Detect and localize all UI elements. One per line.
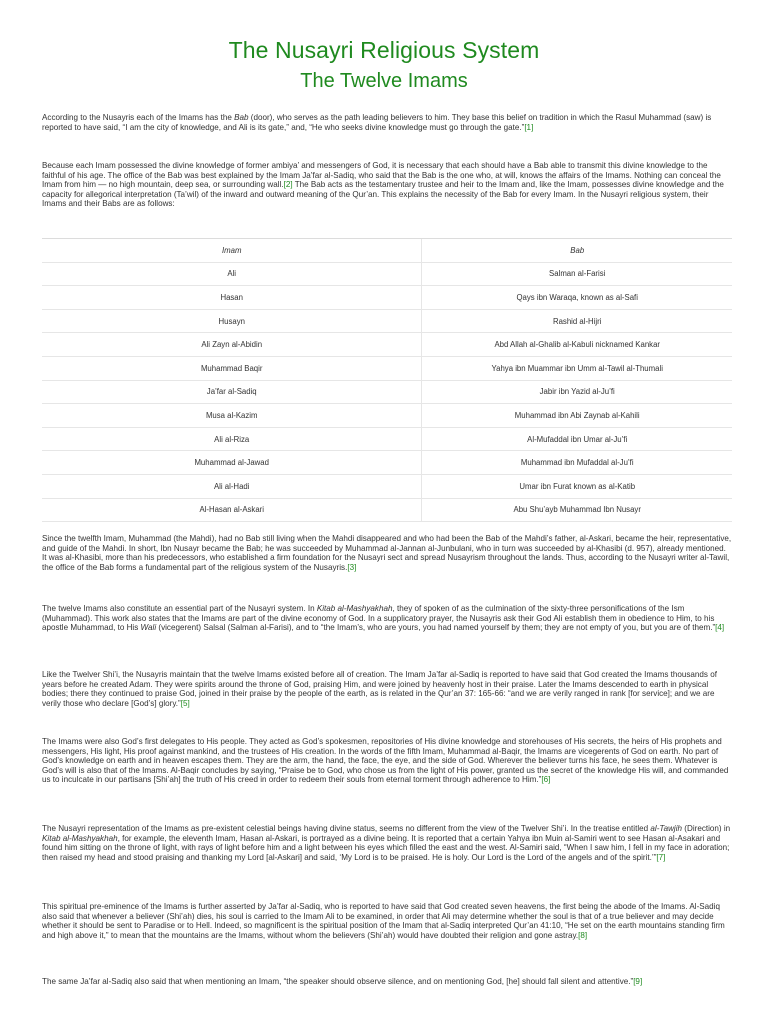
- imam-cell: Muhammad al-Jawad: [42, 451, 422, 475]
- paragraph-9: The same Ja’far al-Sadiq also said that when mentioning an Imam, “the speaker should observe silence, and on mentioning God, [he] should fall silent and attentive.”[9]: [42, 977, 643, 986]
- bab-cell: Qays ibn Waraqa, known as al-Safi: [422, 286, 732, 310]
- table-row: [42, 286, 732, 310]
- bab-cell: Muhammad ibn Abi Zaynab al-Kahili: [422, 404, 732, 428]
- table-row: [42, 262, 732, 286]
- bab-cell: Rashid al-Hijri: [422, 309, 732, 333]
- table-row: [42, 309, 732, 333]
- imam-cell: Ali: [42, 262, 422, 286]
- footnote-link-8[interactable]: [8]: [578, 930, 588, 940]
- table-row: [42, 333, 732, 357]
- paragraph-6: The Imams were also God’s first delegates to His people. They acted as God’s spokesmen, repositories of His divine knowledge and storehouses of His secrets, the heirs of His prophets and messengers, His light, His proof against mankind, and the trustees of His creation. In the words of the fifth Imam, Muhammad al-Baqir, the Imams are vicegerents of God on earth. No part of God’s knowledge on earth and in heaven escapes them. They are the arm, the hand, the face, the eye, and the side of God. Wherever the believer turns his face, he sees them. Whatever is God’s will is also that of the Imams. Al-Baqir concludes by saying, “Praise be to God, who chose us from the light of His power, granted us the secret of the knowledge His will, and commanded us to inculcate in our partisans [Shi’ah] the truth of His creed in order to redeem their souls from eternal torment through adherence to Him.”[6]: [42, 737, 729, 785]
- footnote-link-1[interactable]: [1]: [524, 122, 534, 132]
- footnote-link-6[interactable]: [6]: [541, 775, 551, 785]
- table-row: [42, 380, 732, 404]
- footnote-link-9[interactable]: [9]: [633, 977, 643, 986]
- paragraph-3: Since the twelfth Imam, Muhammad (the Mahdi), had no Bab still living when the Mahdi disappeared and who had been the Bab of the Mahdi’s father, al-Askari, became the heir, representative, and guide of the Mahdi. In short, Ibn Nusayr became the Bab; he was succeeded by Muhammad al-Jannan al-Junbulani, who in turn was succeeded by al-Khasibi (d. 957), already mentioned. It was al-Khasibi, more than his predecessors, who established a firm foundation for the Nusayri sect and spread Nusayrism throughout the lands. Thus, according to the Nusayri writer al-Tawil, the office of the Bab forms a fundamental part of the religious system of the Nusayris.[3]: [42, 534, 732, 572]
- imam-cell: Ja’far al-Sadiq: [42, 380, 422, 404]
- table-row: [42, 404, 732, 428]
- paragraph-1: According to the Nusayris each of the Imams has the Bab (door), who serves as the path leading believers to him. They base this belief on tradition in which the Rasul Muhammad (saw) is reported to have said, “I am the city of knowledge, and Ali is its gate,” and, “He who seeks divine knowledge must go through the gate.”[1]: [42, 113, 712, 132]
- imam-cell: Musa al-Kazim: [42, 404, 422, 428]
- paragraph-5: Like the Twelver Shi’i, the Nusayris maintain that the twelve Imams existed before all of creation. The Imam Ja’far al-Sadiq is reported to have said that God created the Imams thousands of years before he created Adam. They were spirits around the throne of God, praising Him, and were joined by heavenly host in their praise. Later the Imams descended to earth in physical bodies; there they continued to praise God, joined in their praise by the people of the earth, as is related in the Qur’an 37: 165-66: “and we are verily ranged in rank [for service]; and we are verily those who declare [God’s] glory.”[5]: [42, 670, 717, 708]
- table-row: [42, 427, 732, 451]
- imam-cell: Ali al-Riza: [42, 427, 422, 451]
- footnote-link-4[interactable]: [4]: [715, 623, 725, 633]
- bab-cell: Al-Mufaddal ibn Umar al-Ju’fi: [422, 427, 732, 451]
- paragraph-8: This spiritual pre-eminence of the Imams is further asserted by Ja’far al-Sadiq, who is reported to have said that God created seven heavens, the first being the abode of the Imams. Al-Sadiq also said that whenever a believer (Shi’ah) dies, his soul is carried to the Imam Ali to be examined, in order that Ali may determine whether the soul is that of a true believer and may decide whether it should be sent to Paradise or to Hell. Indeed, so magnificent is the spiritual position of the Imam that al-Sadiq interpreted Qur’an 41:10, “He set on the earth mountains standing firm and high above it,” to mean that the mountains are the Imams, without whom the believers (Shi’ah) would have doubted their religion and gone astray.[8]: [42, 902, 725, 940]
- bab-cell: Jabir ibn Yazid al-Ju’fi: [422, 380, 732, 404]
- paragraph-4: The twelve Imams also constitute an essential part of the Nusayri system. In Kitab al-Mashyakhah, they of spoken of as the culmination of the sixty-three personifications of the Ism (Muhammad). This work also states that the Imams are part of the divine economy of God. In a supplicatory prayer, the Nusayris ask their God Ali establish them in obedience to Him, to his apostle Muhammad, to His Wali (vicegerent) Salsal (Salman al-Farisi), and to “the Imam’s, who are yours, you had named yourself by them; they are not empty of you, but you are of them.”[4]: [42, 604, 725, 633]
- footnote-link-5[interactable]: [5]: [180, 698, 190, 708]
- column-header-imam: Imam: [42, 239, 422, 263]
- footnote-link-7[interactable]: [7]: [656, 852, 666, 862]
- paragraph-7: The Nusayri representation of the Imams as pre-existent celestial beings having divine status, seems no different from the view of the Twelver Shi’i. In the treatise entitled al-Tawjih (Direction) in Kitab al-Mashyakhah, for example, the eleventh Imam, Hasan al-Askari, is portrayed as a divine being. It is reported that a certain Yahya ibn Muin al-Samiri went to see Hasan al-Asakari and found him sitting on the throne of light, with rays of light before him and a light between his eyes which filled the east and the west. Al-Samiri said, “When I saw him, I fell in my face in adoration; then raised my head and stood praising and thanking my Lord [al-Askari] and said, ‘My Lord is to be praised. He is holy. Our Lord is the Lord of the angels and of the spirit.’”[7]: [42, 824, 731, 862]
- bab-cell: Abu Shu’ayb Muhammad Ibn Nusayr: [422, 498, 732, 522]
- imam-cell: Al-Hasan al-Askari: [42, 498, 422, 522]
- table-row: [42, 498, 732, 522]
- bab-cell: Yahya ibn Muammar ibn Umm al-Tawil al-Thumali: [422, 356, 732, 380]
- footnote-link-3[interactable]: [3]: [347, 562, 357, 572]
- table-header-row: [42, 239, 732, 263]
- imam-cell: Husayn: [42, 309, 422, 333]
- imam-cell: Ali al-Hadi: [42, 474, 422, 498]
- column-header-bab: Bab: [422, 239, 732, 263]
- imam-cell: Hasan: [42, 286, 422, 310]
- imam-cell: Ali Zayn al-Abidin: [42, 333, 422, 357]
- page-subtitle: The Twelve Imams: [300, 70, 468, 92]
- page-title: The Nusayri Religious System: [228, 37, 540, 63]
- bab-cell: Muhammad ibn Mufaddal al-Ju’fi: [422, 451, 732, 475]
- imam-cell: Muhammad Baqir: [42, 356, 422, 380]
- imam-bab-table: [42, 238, 732, 522]
- bab-cell: Salman al-Farisi: [422, 262, 732, 286]
- bab-cell: Abd Allah al-Ghalib al-Kabuli nicknamed Kankar: [422, 333, 732, 357]
- footnote-link-2[interactable]: [2]: [283, 180, 293, 190]
- bab-cell: Umar ibn Furat known as al-Katib: [422, 474, 732, 498]
- table-row: [42, 474, 732, 498]
- paragraph-2: Because each Imam possessed the divine knowledge of former ambiya’ and messengers of God, it is necessary that each should have a Bab able to transmit this divine knowledge to the faithful of his age. The office of the Bab was best explained by the Imam Ja’far al-Sadiq, who said that the Bab is the one who, at will, knows the affairs of the Imams. Nothing can conceal the Imam from him — no high mountain, deep sea, or surrounding wall.[2] The Bab acts as the testamentary trustee and heir to the Imam and, like the Imam, possesses divine knowledge and the capacity for allegorical interpretation (Ta’wil) of the inward and outward meaning of the Qur’an. This explains the necessity of the Bab for every Imam. In the Nusayri religious system, their Imams and their Babs are as follows:: [42, 161, 724, 209]
- table-row: [42, 451, 732, 475]
- table-row: [42, 356, 732, 380]
